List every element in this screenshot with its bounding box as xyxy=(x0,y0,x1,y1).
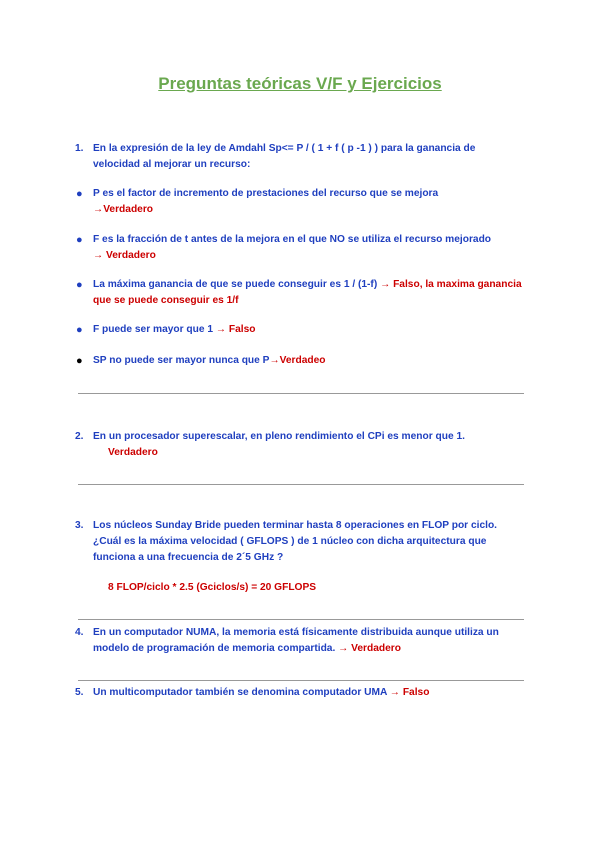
list-item xyxy=(76,322,523,338)
question-text: En un procesador superescalar, en pleno rendimiento el CPi es menor que 1. xyxy=(93,431,465,442)
list-item xyxy=(76,277,528,309)
item-answer: → Verdadero xyxy=(93,250,156,261)
question-number: 4. xyxy=(75,627,84,638)
bullet-icon: ● xyxy=(76,355,83,367)
question-number: 1. xyxy=(75,143,84,154)
question-number: 5. xyxy=(75,687,84,698)
item-text: F puede ser mayor que 1 xyxy=(93,324,214,335)
question-text: En un computador NUMA, la memoria está físicamente distribuida aunque utiliza un modelo de programación de memoria compartida. xyxy=(93,627,499,654)
item-answer: → Falso xyxy=(215,324,256,335)
question-number: 3. xyxy=(75,520,84,531)
question-text: Un multicomputador también se denomina computador UMA xyxy=(93,687,387,698)
divider xyxy=(78,619,524,620)
bullet-icon: ● xyxy=(76,188,83,200)
question-2 xyxy=(75,429,523,461)
question-3 xyxy=(75,518,513,566)
bullet-icon: ● xyxy=(76,324,83,336)
question-answer: 8 FLOP/ciclo * 2.5 (Gciclos/s) = 20 GFLOPS xyxy=(108,582,317,593)
item-answer: →Verdadero xyxy=(93,204,154,215)
question-5 xyxy=(75,685,523,701)
question-answer: → Falso xyxy=(389,687,430,698)
question-number: 2. xyxy=(75,431,84,442)
item-text: F es la fracción de t antes de la mejora en el que NO se utiliza el recurso mejorado xyxy=(93,234,492,245)
item-text: SP no puede ser mayor nunca que P xyxy=(93,355,270,366)
question-answer: Verdadero xyxy=(108,447,158,458)
bullet-icon: ● xyxy=(76,279,83,291)
bullet-icon: ● xyxy=(76,234,83,246)
divider xyxy=(78,393,524,394)
question-4 xyxy=(75,625,518,657)
question-1 xyxy=(75,141,521,173)
item-text: La máxima ganancia de que se puede conseguir es 1 / (1-f) xyxy=(93,279,378,290)
question-text: En la expresión de la ley de Amdahl Sp<= P / ( 1 + f ( p -1 ) ) para la ganancia de velocidad al mejorar un recurso: xyxy=(93,143,476,170)
item-answer: → Falso, la maxima ganancia que se puede conseguir es 1/f xyxy=(93,279,522,306)
list-item xyxy=(76,186,523,218)
item-text: P es el factor de incremento de prestaciones del recurso que se mejora xyxy=(93,188,439,199)
question-answer: → Verdadero xyxy=(338,643,401,654)
list-item xyxy=(76,232,533,264)
page-title: Preguntas teóricas V/F y Ejercicios xyxy=(158,74,442,93)
divider xyxy=(78,484,524,485)
question-text: Los núcleos Sunday Bride pueden terminar hasta 8 operaciones en FLOP por ciclo. ¿Cuál es la máxima velocidad ( GFLOPS ) de 1 núcleo con dicha arquitectura que funciona a una frecuencia de 2´5 GHz ? xyxy=(93,520,498,563)
divider xyxy=(78,680,524,681)
item-answer: →Verdadeo xyxy=(269,355,326,366)
list-item xyxy=(76,353,523,369)
